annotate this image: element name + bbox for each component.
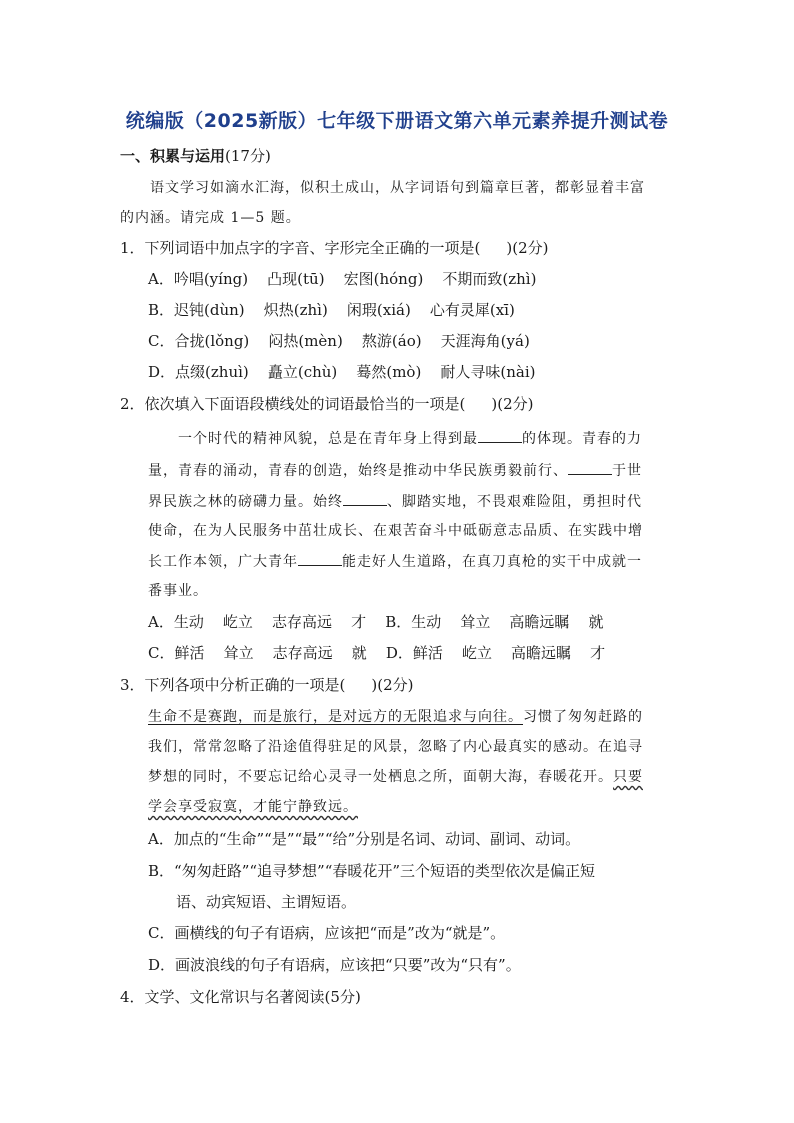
- q2-passage-line-1: 一个时代的精神风貌，总是在青年身上得到最 的体现。青春的力: [178, 428, 642, 449]
- q3-option-c: C．画横线的句子有语病，应该把“而是”改为“就是”。: [148, 924, 506, 942]
- q1-option-b: B．迟钝(dùn) 炽热(zhì) 闲瑕(xiá) 心有灵犀(xī): [148, 301, 515, 319]
- question-4-stem: 4．文学、文化常识与名著阅读(5分): [120, 988, 361, 1006]
- section-points: (17分): [225, 147, 271, 165]
- q3-option-b-line-1: B．“匆匆赶路”“追寻梦想”“春暖花开”三个短语的类型依次是偏正短: [148, 862, 596, 880]
- q2-options-row-2: C．鲜活 耸立 志存高远 就 D．鲜活 屹立 高瞻远瞩 才: [148, 644, 606, 662]
- page-title: 统编版（2025新版）七年级下册语文第六单元素养提升测试卷: [125, 110, 669, 132]
- q3-passage-line-2: 我们，常常忽略了沿途值得驻足的风景，忽略了内心最真实的感动。在追寻: [148, 739, 643, 755]
- q2-passage-line-6: 番事业。: [148, 583, 208, 599]
- q2-passage-line-5: 长工作本领，广大青年 能走好人生道路，在真刀真枪的实干中成就一: [148, 551, 642, 572]
- q1-option-a: A．吟唱(yíng) 凸现(tū) 宏图(hóng) 不期而致(zhì): [148, 270, 537, 288]
- question-3-stem-text: 3．下列各项中分析正确的一项是(: [120, 676, 346, 694]
- underlined-sentence: 生命不是赛跑，而是旅行，是对远方的无限追求与向往。: [148, 709, 523, 725]
- section-intro-line-2: 的内涵。请完成 1—5 题。: [120, 210, 301, 226]
- q3-option-d: D．画波浪线的句子有语病，应该把“只要”改为“只有”。: [148, 956, 521, 974]
- question-1-points: )(2分): [506, 239, 549, 257]
- fill-blank: [568, 460, 612, 475]
- question-2-stem-text: 2．依次填入下面语段横线处的词语最恰当的一项是(: [120, 395, 466, 413]
- q2-passage-line-4: 使命，在为人民服务中茁壮成长、在艰苦奋斗中砥砺意志品质、在实践中增: [148, 523, 643, 539]
- fill-blank: [478, 428, 522, 443]
- wavy-underlined-text: 只要: [613, 769, 643, 785]
- q3-option-b-line-2: 语、动宾短语、主谓短语。: [176, 893, 357, 911]
- question-1-stem-text: 1．下列词语中加点字的字音、字形完全正确的一项是(: [120, 239, 481, 257]
- question-1-stem: [120, 238, 549, 258]
- question-2-points: )(2分): [491, 395, 534, 413]
- q2-passage-line-2: 量，青春的涌动，青春的创造，始终是推动中华民族勇毅前行、 于世: [148, 460, 642, 481]
- question-3-stem: [120, 675, 414, 695]
- question-2-stem: [120, 394, 534, 414]
- section-intro-line-1: 语文学习如滴水汇海，似积土成山，从字词语句到篇章巨著，都彰显着丰富: [150, 180, 645, 196]
- q2-options-row-1: A．生动 屹立 志存高远 才 B．生动 耸立 高瞻远瞩 就: [148, 613, 604, 631]
- q1-option-d: D．点缀(zhuì) 矗立(chù) 蓦然(mò) 耐人寻味(nài): [148, 363, 536, 381]
- q3-option-a: A．加点的“生命”“是”“最”“给”分别是名词、动词、副词、动词。: [148, 830, 581, 848]
- q2-passage-line-3: 界民族之林的磅礴力量。始终 、脚踏实地，不畏艰难险阻，勇担时代: [148, 491, 642, 512]
- q1-option-c: C．合拢(lǒng) 闷热(mèn) 熬游(áo) 天涯海角(yá): [148, 332, 530, 350]
- fill-blank: [343, 491, 387, 506]
- section-heading-text: 一、积累与运用: [120, 147, 226, 165]
- q3-passage-line-4: [148, 797, 358, 817]
- q3-passage-line-3: 梦想的同时，不要忘记给心灵寻一处栖息之所，面朝大海，春暖花开。只要: [148, 769, 643, 785]
- fill-blank: [298, 551, 342, 566]
- q3-passage-line-1: 生命不是赛跑，而是旅行，是对远方的无限追求与向往。习惯了匆匆赶路的: [148, 709, 643, 725]
- wavy-underlined-text: 学会享受寂寞，才能宁静致远。: [148, 799, 358, 815]
- question-3-points: )(2分): [371, 676, 414, 694]
- section-heading: [120, 146, 271, 166]
